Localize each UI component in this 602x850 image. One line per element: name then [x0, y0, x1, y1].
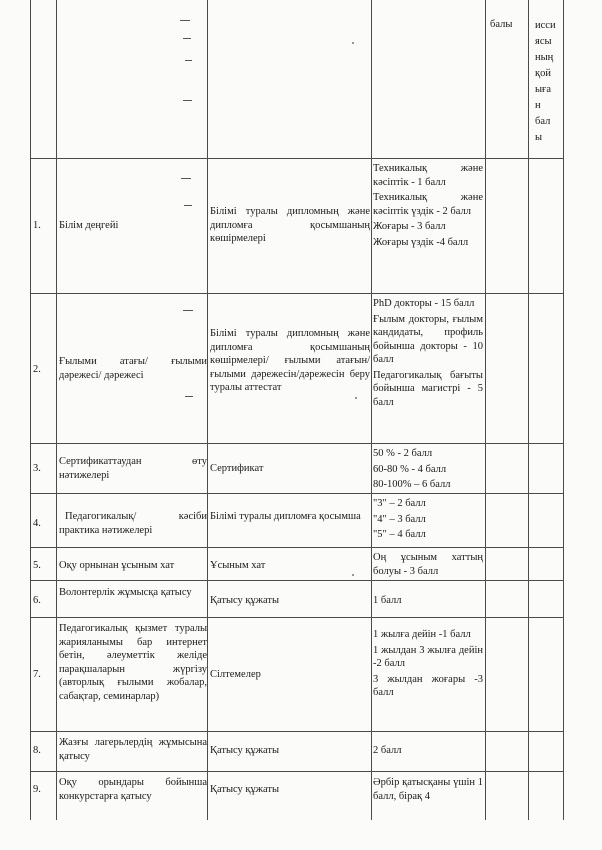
document-cell: Ұсыным хат [210, 560, 266, 571]
row-number: 8. [33, 745, 41, 756]
scan-mark [181, 178, 191, 179]
scan-mark [355, 397, 357, 399]
table-border-left [30, 0, 31, 820]
row-divider [30, 617, 564, 618]
row-number: 7. [33, 669, 41, 680]
points-line: "4" – 3 балл [373, 513, 426, 525]
criterion-cell: Волонтерлік жұмысқа қатысу [59, 587, 192, 598]
header-text-line: н [535, 100, 541, 111]
column-divider [485, 0, 486, 820]
document-cell: Білімі туралы дипломның және дипломға қосымшаның көшірмелері [210, 206, 370, 244]
points-cell [373, 497, 483, 544]
document-cell: Білімі туралы дипломның және дипломға қосымшаның көшірмелері/ ғылыми атағын/ ғылыми дәрежесін/дәрежесін беру туралы аттестат [210, 328, 370, 393]
points-line: 2 балл [373, 745, 402, 756]
row-number: 1. [33, 220, 41, 231]
points-line: "3" – 2 балл [373, 498, 426, 509]
points-cell [373, 297, 483, 411]
criterion-cell: Оқу орындары бойынша конкурстарға қатысу [59, 777, 207, 802]
points-line: 1 жылға дейін -1 балл [373, 629, 471, 640]
criterion-cell: Оқу орнынан ұсыным хат [59, 560, 175, 571]
row-divider [30, 158, 564, 159]
row-divider [30, 443, 564, 444]
points-line: Жоғары - 3 балл [373, 221, 446, 232]
scan-mark [352, 42, 354, 44]
points-line: Педагогикалық бағыты бойынша магистрі - 5 балл [373, 369, 483, 408]
points-cell [373, 594, 483, 610]
criterion-cell: Ғылыми атағы/ ғылыми дәрежесі/ дәрежесі [59, 356, 207, 381]
points-line: Оң ұсыным хаттың болуы - 3 балл [373, 552, 483, 577]
table-border-right [563, 0, 564, 820]
points-cell [373, 162, 483, 251]
header-text-line: исси [535, 20, 556, 31]
points-line: 1 балл [373, 595, 402, 606]
row-divider [30, 771, 564, 772]
document-cell: Қатысу құжаты [210, 745, 280, 756]
criterion-cell: Жазғы лагерьлердің жұмысына қатысу [59, 737, 207, 762]
row-divider [30, 293, 564, 294]
header-text-line: ыға [535, 84, 552, 95]
points-line: 80-100% – 6 балл [373, 479, 451, 490]
points-line: Әрбір қатысқаны үшін 1 балл, бірақ 4 [373, 777, 483, 802]
points-line: "5" – 4 балл [373, 529, 426, 540]
column-divider [56, 0, 57, 820]
scan-mark [185, 396, 193, 397]
header-commission-points-label [535, 18, 561, 146]
header-text-line: ясы [535, 36, 552, 47]
scan-mark [183, 38, 191, 39]
column-divider [207, 0, 208, 820]
row-number: 9. [33, 784, 41, 795]
document-cell: Білімі туралы дипломға қосымша [210, 511, 361, 522]
row-divider [30, 493, 564, 494]
points-cell [373, 447, 483, 494]
points-line: 50 % - 2 балл [373, 448, 433, 459]
points-line: 3 жылдан жоғары -3 балл [373, 673, 483, 698]
row-number: 3. [33, 463, 41, 474]
scan-mark [352, 574, 354, 576]
document-cell: Қатысу құжаты [210, 784, 280, 795]
row-number: 2. [33, 364, 41, 375]
criterion-cell: Сертификаттаудан өту нәтижелері [59, 456, 207, 481]
points-line: 1 жылдан 3 жылға дейін -2 балл [373, 644, 483, 669]
document-cell: Қатысу құжаты [210, 595, 280, 606]
points-line: Ғылым докторы, ғылым кандидаты, профиль бойынша докторы - 10 балл [373, 313, 483, 365]
points-cell [373, 744, 483, 760]
points-line: Жоғары үздік -4 балл [373, 236, 469, 248]
points-line: PhD докторы - 15 балл [373, 298, 475, 309]
scan-mark [183, 310, 193, 311]
row-divider [30, 580, 564, 581]
scan-mark [185, 60, 192, 61]
header-text-line: ы [535, 132, 543, 143]
scan-mark [180, 20, 190, 21]
column-divider [371, 0, 372, 820]
points-line: 60-80 % - 4 балл [373, 463, 447, 475]
points-line: Техникалық және кәсіптік үздік - 2 балл [373, 192, 483, 217]
points-cell [373, 551, 483, 580]
header-text-line: қой [535, 68, 551, 79]
row-number: 4. [33, 518, 41, 529]
points-cell [373, 628, 483, 702]
header-text-line: ның [535, 52, 554, 63]
scan-mark [184, 205, 192, 206]
row-divider [30, 731, 564, 732]
header-text-line: бал [535, 116, 551, 127]
points-cell [373, 776, 483, 805]
criterion-cell: Педагогикалық/ кәсіби практика нәтижелері [59, 511, 207, 536]
column-divider [528, 0, 529, 820]
row-number: 6. [33, 595, 41, 606]
points-line: Техникалық және кәсіптік - 1 балл [373, 163, 483, 188]
header-points-label: балы [490, 19, 513, 30]
criterion-cell: Білім деңгейі [59, 220, 119, 231]
row-divider [30, 547, 564, 548]
criterion-cell: Педагогикалық қызмет туралы жарияланымы бар интернет бетін, әлеуметтік желіде парақшаларын жүргізу (авторлық ғылыми жобалар, сабақтар, семинарлар) [59, 623, 207, 702]
document-cell: Сертификат [210, 463, 264, 474]
document-cell: Сілтемелер [210, 669, 261, 680]
row-number: 5. [33, 560, 41, 571]
scan-mark [183, 100, 192, 101]
